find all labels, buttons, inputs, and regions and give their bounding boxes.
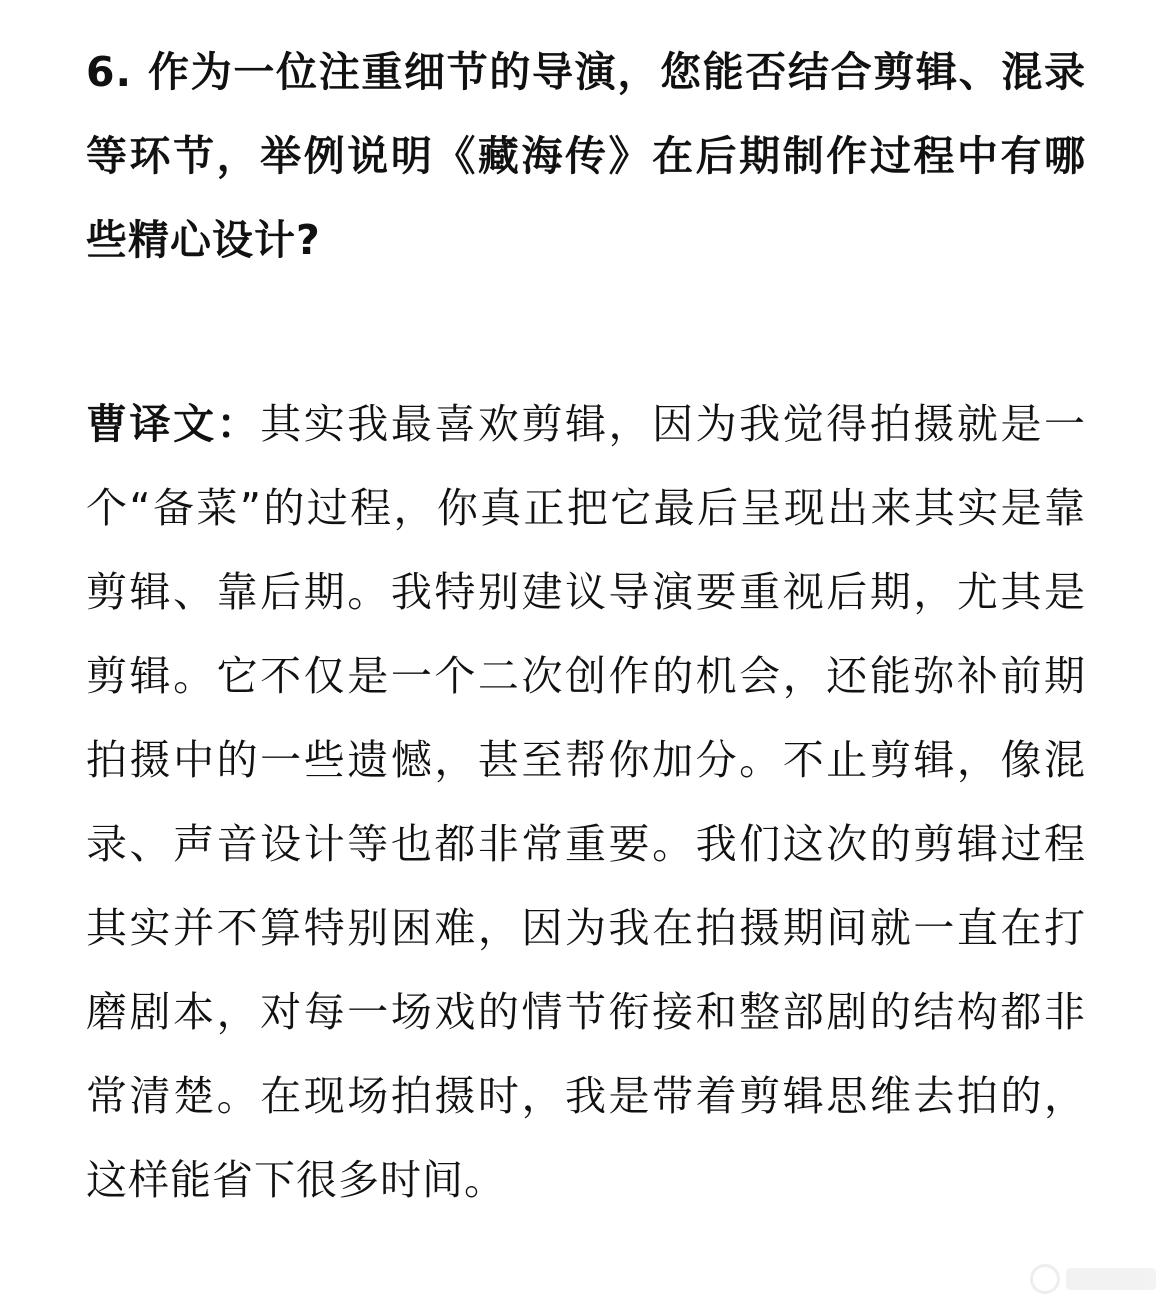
question-heading: 6. 作为一位注重细节的导演，您能否结合剪辑、混录等环节，举例说明《藏海传》在后期制作过程中有哪些精心设计? [86,48,1086,264]
weibo-watermark-icon [1030,1264,1060,1294]
answer-paragraph [86,382,1086,1222]
speaker-name: 曹译文： [86,400,261,448]
answer-text: 其实我最喜欢剪辑，因为我觉得拍摄就是一个“备菜”的过程，你真正把它最后呈现出来其实是靠剪辑、靠后期。我特别建议导演要重视后期，尤其是剪辑。它不仅是一个二次创作的机会，还能弥补前期拍摄中的一些遗憾，甚至帮你加分。不止剪辑，像混录、声音设计等也都非常重要。我们这次的剪辑过程其实并不算特别困难，因为我在拍摄期间就一直在打磨剧本，对每一场戏的情节衔接和整部剧的结构都非常清楚。在现场拍摄时，我是带着剪辑思维去拍的，这样能省下很多时间。 [86,400,1087,1204]
watermark-handle [1066,1268,1156,1290]
article [86,30,1086,1222]
watermark [1030,1264,1156,1294]
